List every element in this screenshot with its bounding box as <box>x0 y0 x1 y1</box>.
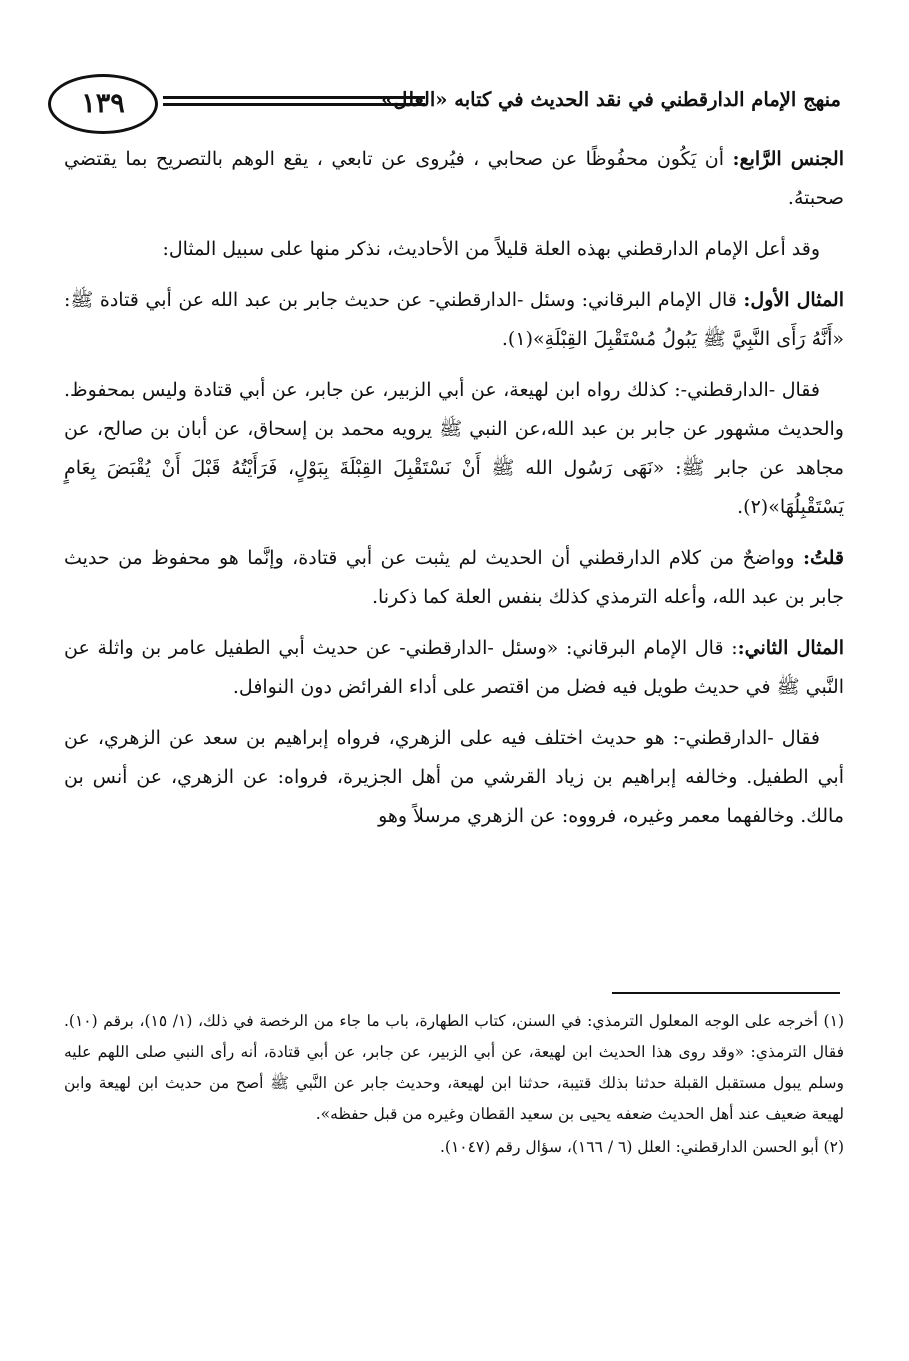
paragraph-example-two <box>64 629 844 707</box>
paragraph-text: وواضحٌ من كلام الدارقطني أن الحديث لم يثبت عن أبي قتادة، وإنَّما هو محفوظ من حديث جابر بن عبد الله، وأعله الترمذي كذلك بنفس العلة كما ذكرنا. <box>64 547 844 608</box>
footnote-2: (٢) أبو الحسن الدارقطني: العلل (٦ / ١٦٦)، سؤال رقم (١٠٤٧). <box>439 1138 844 1156</box>
paragraph-daraqutni-answer: فقال -الدارقطني-: كذلك رواه ابن لهيعة، عن أبي الزبير، عن جابر، عن أبي قتادة وليس بمحفوظ. والحديث مشهور عن جابر بن عبد الله،عن النبي ﷺ يرويه محمد بن إسحاق، عن أبان بن صالح، عن مجاهد عن جابر ﷺ: «نَهَى رَسُول الله ﷺ أَنْ نَسْتَقْبِلَ القِبْلَةَ بِبَوْلٍ، فَرَأَيْتُهُ قَبْلَ أَنْ يُقْبَضَ بِعَامٍ يَسْتَقْبِلُهَا»(٢). <box>64 379 844 518</box>
paragraph-example-one <box>64 281 844 359</box>
paragraph-text: قال الإمام البرقاني: وسئل -الدارقطني- عن حديث جابر بن عبد الله عن أبي قتادة ﷺ: «أَنَّهُ رَأَى النَّبِيَّ ﷺ يَبُولُ مُسْتَقْبِلَ القِبْلَةِ»(١). <box>64 289 844 350</box>
paragraph-daraqutni-answer-two: فقال -الدارقطني-: هو حديث اختلف فيه على الزهري، فرواه إبراهيم بن سعد عن الزهري، عن أبي الطفيل. وخالفه إبراهيم بن زياد القرشي من أهل الجزيرة، فرواه: عن الزهري، عن أنس بن مالك. وخالفهما معمر وغيره، فرووه: عن الزهري مرسلاً وهو <box>64 727 844 827</box>
page-number-badge: ١٣٩ <box>48 74 158 134</box>
paragraph-comment <box>64 539 844 617</box>
paragraph-text: : قال الإمام البرقاني: «وسئل -الدارقطني- عن حديث أبي الطفيل عامر بن واثلة عن النَّبي ﷺ في حديث طويل فيه فضل من اقتصر على أداء الفرائض دون النوافل. <box>64 637 844 698</box>
paragraph-lead: المثال الأول: <box>743 289 844 311</box>
paragraph-lead: المثال الثاني: <box>737 637 844 659</box>
running-header <box>48 74 841 132</box>
paragraph-fourth-type <box>64 140 844 218</box>
footnote-1: (١) أخرجه على الوجه المعلول الترمذي: في السنن، كتاب الطهارة، باب ما جاء من الرخصة في ذلك، (١/ ١٥)، برقم (١٠). فقال الترمذي: «وقد روى هذا الحديث ابن لهيعة، عن أبي الزبير، عن جابر، عن أبي قتادة، أنه رأى النبي صلى اللهم عليه وسلم يبول مستقبل القبلة حدثنا بذلك قتيبة، حدثنا ابن لهيعة، وحديث جابر عن النَّبي ﷺ أصح من حديث ابن لهيعة وابن لهيعة ضعيف عند أهل الحديث ضعفه يحيى بن سعيد القطان وغيره من قبل حفظه». <box>64 1012 844 1123</box>
paragraph-lead: الجنس الرَّابع: <box>732 148 844 170</box>
paragraph-intro: وقد أعل الإمام الدارقطني بهذه العلة قليلاً من الأحاديث، نذكر منها على سبيل المثال: <box>162 238 820 260</box>
footnotes <box>64 1006 844 1165</box>
main-text <box>64 140 844 848</box>
paragraph-text: أن يَكُون محفُوظًا عن صحابي ، فيُروى عن تابعي ، يقع الوهم بالتصريح بما يقتضي صحبتهُ. <box>64 148 844 209</box>
header-title: منهج الإمام الدارقطني في نقد الحديث في كتابه «العلل» <box>381 88 841 111</box>
paragraph-lead: قلتُ: <box>802 547 844 569</box>
footnote-separator <box>612 992 840 994</box>
